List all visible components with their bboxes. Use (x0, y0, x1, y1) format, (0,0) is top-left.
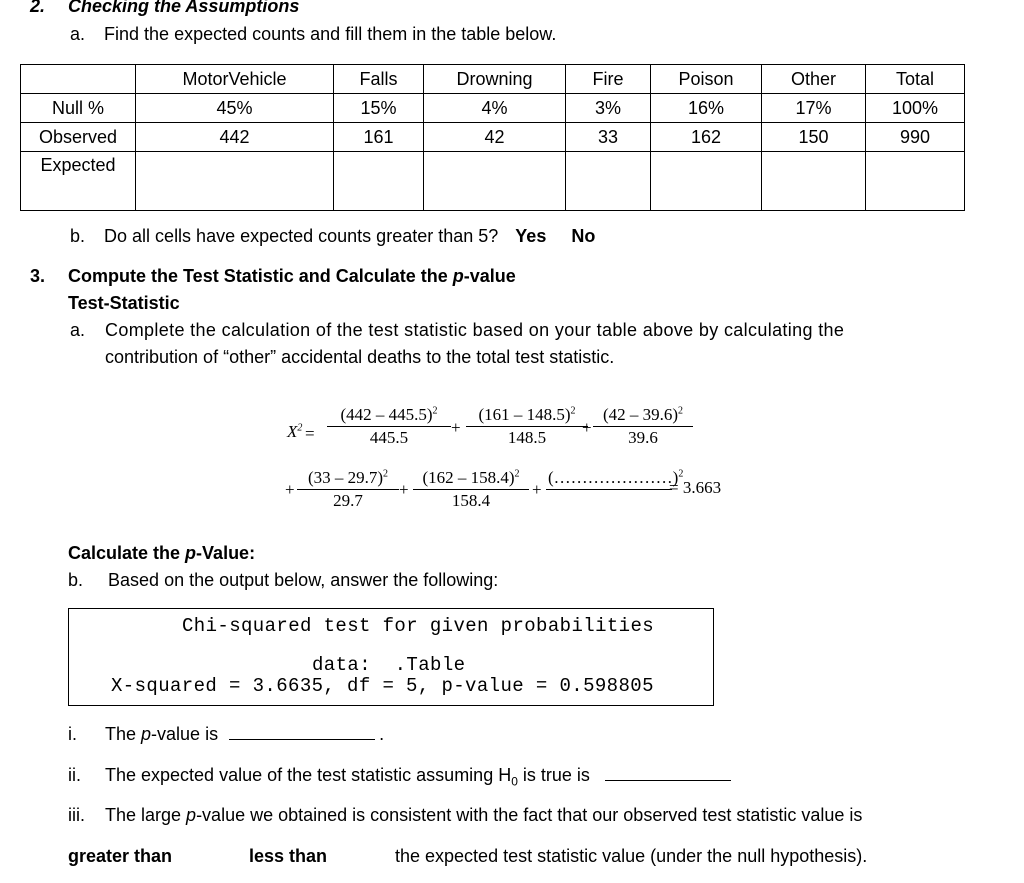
expected-cell-total[interactable] (866, 152, 965, 211)
formula-equals: = (305, 424, 315, 443)
row-label: Observed (21, 123, 136, 152)
formula-plus: + (532, 480, 542, 499)
pvalue-answer-blank[interactable] (229, 739, 375, 740)
part-a-letter: a. (70, 24, 86, 44)
part-a-instruction: Find the expected counts and fill them in the table below. (104, 24, 557, 44)
table-header-cell: MotorVehicle (136, 65, 334, 94)
output-title: Chi-squared test for given probabilities (182, 615, 655, 637)
table-cell: 45% (136, 94, 334, 123)
section-2-number: 2. (30, 0, 46, 16)
formula-term-5: $\frac{(162 - 158.4)^2}{158.4}$ (413, 467, 529, 512)
table-row-null-percent (21, 94, 965, 123)
question-iii-tail: the expected test statistic value (under the null hypothesis). (395, 846, 868, 866)
part-b-question: Do all cells have expected counts greater than 5? (104, 226, 499, 246)
section-3-heading (30, 266, 516, 287)
row-label: Null % (21, 94, 136, 123)
expected-value-answer-blank[interactable] (605, 780, 731, 781)
question-i-text: The p-value is . (105, 724, 385, 744)
table-cell: 990 (866, 123, 965, 152)
table-cell: 33 (566, 123, 651, 152)
part-b-letter: b. (68, 570, 84, 590)
pvalue-part-b (68, 570, 498, 591)
table-cell: 15% (334, 94, 424, 123)
formula-term-4: $\frac{(33 - 29.7)^2}{29.7}$ (297, 467, 399, 512)
part-b-instruction: Based on the output below, answer the following: (108, 570, 499, 590)
table-header-cell: Drowning (424, 65, 566, 94)
table-header-cell: Fire (566, 65, 651, 94)
row-label: Expected (21, 152, 136, 211)
expected-cell-falls[interactable] (334, 152, 424, 211)
table-header-cell: Poison (651, 65, 762, 94)
expected-cell-drowning[interactable] (424, 152, 566, 211)
formula-term-3: $\frac{(42 - 39.6)^2}{39.6}$ (593, 404, 693, 449)
output-result-line: X-squared = 3.6635, df = 5, p-value = 0.598805 (111, 675, 654, 697)
output-data-line: data: .Table (312, 654, 466, 676)
formula-lhs: $X^2$ (287, 422, 303, 441)
part-a-line-2: contribution of “other” accidental deaths to the total test statistic. (105, 347, 615, 367)
table-cell: 16% (651, 94, 762, 123)
option-greater-than[interactable]: greater than (68, 846, 173, 866)
question-i (68, 724, 385, 745)
section-3-number: 3. (30, 266, 46, 286)
formula-plus: + (582, 418, 592, 437)
test-statistic-subheading: Test-Statistic (68, 293, 180, 313)
table-cell: 4% (424, 94, 566, 123)
table-row-expected (21, 152, 965, 211)
question-i-number: i. (68, 724, 77, 744)
question-ii-text: The expected value of the test statistic assuming $H_0$ is true is (105, 765, 731, 789)
table-header-cell: Total (866, 65, 965, 94)
question-ii (68, 765, 590, 789)
formula-plus: + (399, 480, 409, 499)
formula-result: = 3.663 (669, 478, 722, 497)
part-b-letter: b. (70, 226, 86, 246)
table-cell: 42 (424, 123, 566, 152)
question-iii (68, 805, 863, 826)
formula-plus: + (285, 480, 295, 499)
table-header-row (21, 65, 965, 94)
expected-cell-other[interactable] (762, 152, 866, 211)
expected-counts-table (20, 64, 965, 211)
yes-option[interactable]: Yes (515, 226, 547, 246)
table-header-cell (21, 65, 136, 94)
section-2-title: Checking the Assumptions (68, 0, 300, 16)
part-a-letter: a. (70, 320, 86, 340)
table-cell: 150 (762, 123, 866, 152)
section-2-part-a (70, 24, 556, 45)
section-2-part-b (70, 226, 595, 247)
table-cell: 162 (651, 123, 762, 152)
table-cell: 442 (136, 123, 334, 152)
question-ii-number: ii. (68, 765, 81, 785)
section-3-title: Compute the Test Statistic and Calculate the p-value (68, 266, 516, 286)
expected-cell-fire[interactable] (566, 152, 651, 211)
expected-cell-motorvehicle[interactable] (136, 152, 334, 211)
table-header-cell: Other (762, 65, 866, 94)
formula-term-2: $\frac{(161 - 148.5)^2}{148.5}$ (466, 404, 588, 449)
expected-cell-poison[interactable] (651, 152, 762, 211)
table-cell: 161 (334, 123, 424, 152)
no-option[interactable]: No (571, 226, 596, 246)
table-row-observed (21, 123, 965, 152)
table-cell: 100% (866, 94, 965, 123)
formula-plus: + (451, 418, 461, 437)
table-cell: 17% (762, 94, 866, 123)
question-iii-text: The large p-value we obtained is consistent with the fact that our observed test statistic value is (105, 805, 863, 825)
r-output-box (68, 608, 714, 706)
section-3-part-a (70, 320, 990, 341)
formula-term-1: $\frac{(442 - 445.5)^2}{445.5}$ (327, 404, 451, 449)
section-2-heading (30, 0, 299, 17)
option-less-than[interactable]: less than (249, 846, 328, 866)
formula-term-other-blank[interactable]: (…………………)$^2$ (546, 467, 672, 490)
part-a-line-1: Complete the calculation of the test statistic based on your table above by calculating the (105, 320, 845, 340)
table-cell: 3% (566, 94, 651, 123)
table-header-cell: Falls (334, 65, 424, 94)
question-iii-number: iii. (68, 805, 85, 825)
pvalue-heading: Calculate the p-Value: (68, 543, 256, 563)
